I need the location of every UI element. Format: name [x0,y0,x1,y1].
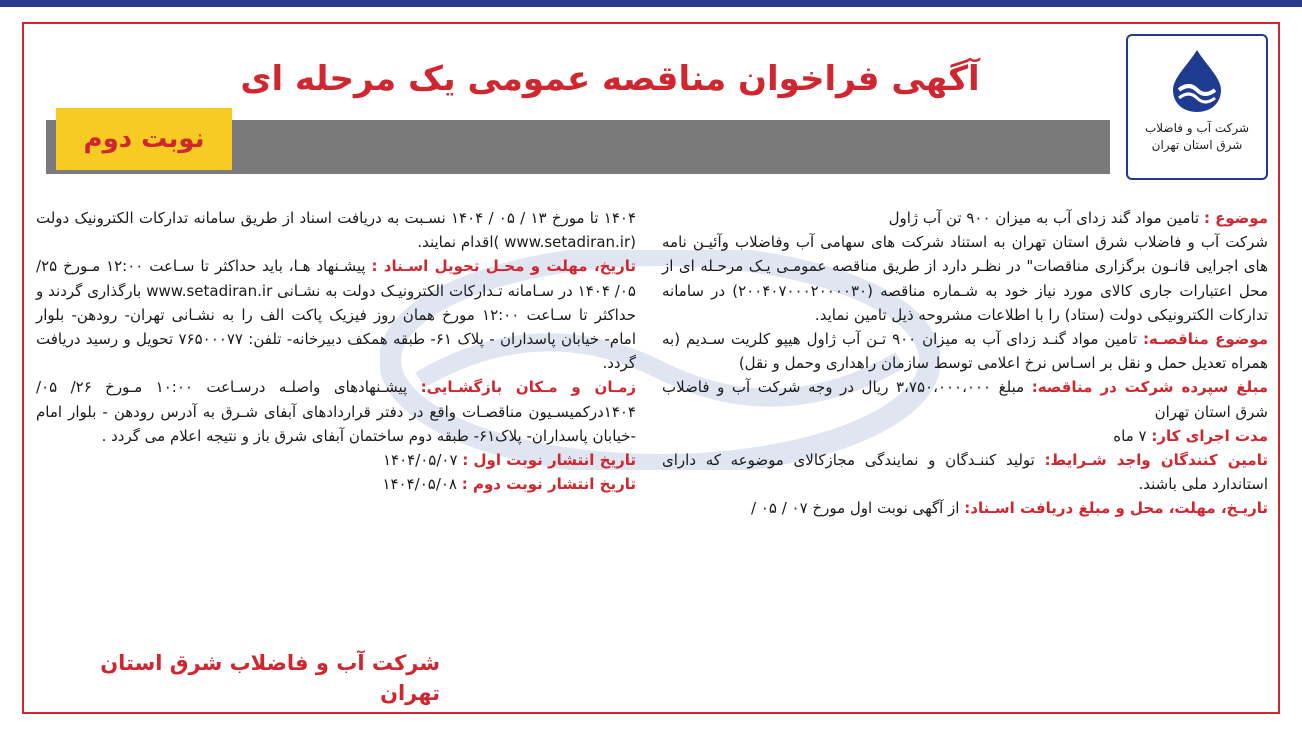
deposit-label: مبلغ سپرده شرکت در مناقصه: [1031,378,1268,397]
opening-paragraph [36,375,636,448]
right-column [662,206,1268,521]
suppliers-paragraph [662,448,1268,496]
deposit-text: مبلغ ۳،۷۵۰،۰۰۰،۰۰۰ ریال در وجه شرکت آب و فاضلاب شرق استان تهران [662,378,1268,421]
docs-text: از آگهی نوبت اول مورخ ۰۷ / ۰۵ / [750,499,960,518]
deadline-label: تاریخ، مهلت و محـل تحویل اسـناد : [371,257,636,276]
water-drop-logo-icon [1165,48,1229,114]
notice-title: آگهی فراخوان مناقصه عمومی یک مرحله ای [240,59,980,99]
suppliers-label: تامین کنندگان واجد شـرایط: [1044,451,1268,470]
logo-text-line2: شرق استان تهران [1151,138,1243,152]
deadline-text: پیشـنهاد هـا، باید حداکثر تا سـاعت ۱۲:۰۰ مـورخ ۲۵/ ۰۵/ ۱۴۰۴ در سـامانه تـدارکات الکترونیـک دولت به نشـانی www.setadiran.ir بارگذاری گردند و حداکثر تا سـاعت ۱۲:۰۰ مورخ همان روز فیزیک پاکت الف را به نشـانی تهران- رودهن- بلوار امام- خیابان پاسداران - پلاک ۶۱- طبقه همکف دبیرخانه- تلفن: ۷۶۵۰۰۰۷۷ تحویل و رسید دریافت گردد. [36,257,636,373]
publish-second-date: ۱۴۰۴/۰۵/۰۸ [382,475,457,494]
opening-text: پیشـنهادهای واصلـه درسـاعت ۱۰:۰۰ مـورخ ۲۶/ ۰۵/ ۱۴۰۴درکمیسـیون مناقصـات واقع در دفتر قراردادهای آبفای شـرق به آدرس رودهن - بلوار امام -خیابان پاسداران- پلاک۶۱- طبقه دوم ساختمان آبفای شرق باز و نتیجه اعلام می گردد . [36,378,636,445]
duration-label: مدت اجرای کار: [1151,426,1268,445]
docs-continued-paragraph: ۱۴۰۴ تا مورخ ۱۳ / ۰۵ / ۱۴۰۴ نسـبت به دریافت اسناد از طریق سامانه تدارکات الکترونیک دولت (www.setadiran.ir )اقدام نمایند. [36,209,637,252]
duration-text: ۷ ماه [1113,426,1147,445]
footer-company-name: شرکت آب و فاضلاب شرق استان تهران [100,651,440,705]
logo-text-line1: شرکت آب و فاضلاب [1144,121,1250,135]
subject-label: موضوع : [1203,209,1268,227]
docs-paragraph [662,496,1268,520]
topic-label: موضوع مناقصـه: [1142,330,1268,349]
top-border-bar [0,0,1302,7]
suppliers-text: تولید کننـدگان و نمایندگی مجازکالای موضوعه که دارای استاندارد ملی باشند. [662,451,1268,494]
company-logo [1126,34,1268,180]
subject-text: تامین مواد گند زدای آب به میزان ۹۰۰ تن آب ژاول [888,209,1200,227]
subject-paragraph [662,206,1268,230]
publish-first-label: تاریخ انتشار نوبت اول : [462,451,636,470]
topic-text: تامین مواد گنـد زدای آب به میزان ۹۰۰ تـن آب ژاول هیپو کلریت سـدیم (به همراه تعدیل حمل و نقل بر اسـاس نرخ اعلامی توسط سازمان راهداری وحمل و نقل) [662,330,1268,373]
deadline-paragraph [36,254,636,375]
publish-first-line [36,448,636,472]
docs-label: تاریـخ، مهلت، محل و مبلغ دریافت اسـناد: [964,499,1268,518]
duration-paragraph [662,424,1268,448]
publish-first-date: ۱۴۰۴/۰۵/۰۷ [382,451,458,470]
publish-second-line [36,472,636,496]
round-badge: نوبت دوم [56,108,232,170]
topic-paragraph [662,327,1268,375]
publish-second-label: تاریخ انتشار نوبت دوم : [461,475,636,494]
left-column [36,206,636,496]
intro-paragraph: شرکت آب و فاضلاب شرق استان تهران به استناد شرکت های سهامی آب وفاضلاب وآئیـن نامه های اجرایی قانـون برگزاری مناقصات" در نظـر دارد از طریق مناقصه عمومـی یـک مرحـله ای از محل اعتبارات جاری کالای مورد نیاز خود به شـماره مناقصه (۲۰۰۴۰۷۰۰۰۲۰۰۰۰۳۰) در سامانه تدارکات الکترونیکی دولت (ستاد) را با اطلاعات مشروحه ذیل تامین نماید. [662,233,1268,324]
opening-label: زمـان و مـکان بازگشـایی: [420,378,637,397]
deposit-paragraph [662,375,1268,423]
